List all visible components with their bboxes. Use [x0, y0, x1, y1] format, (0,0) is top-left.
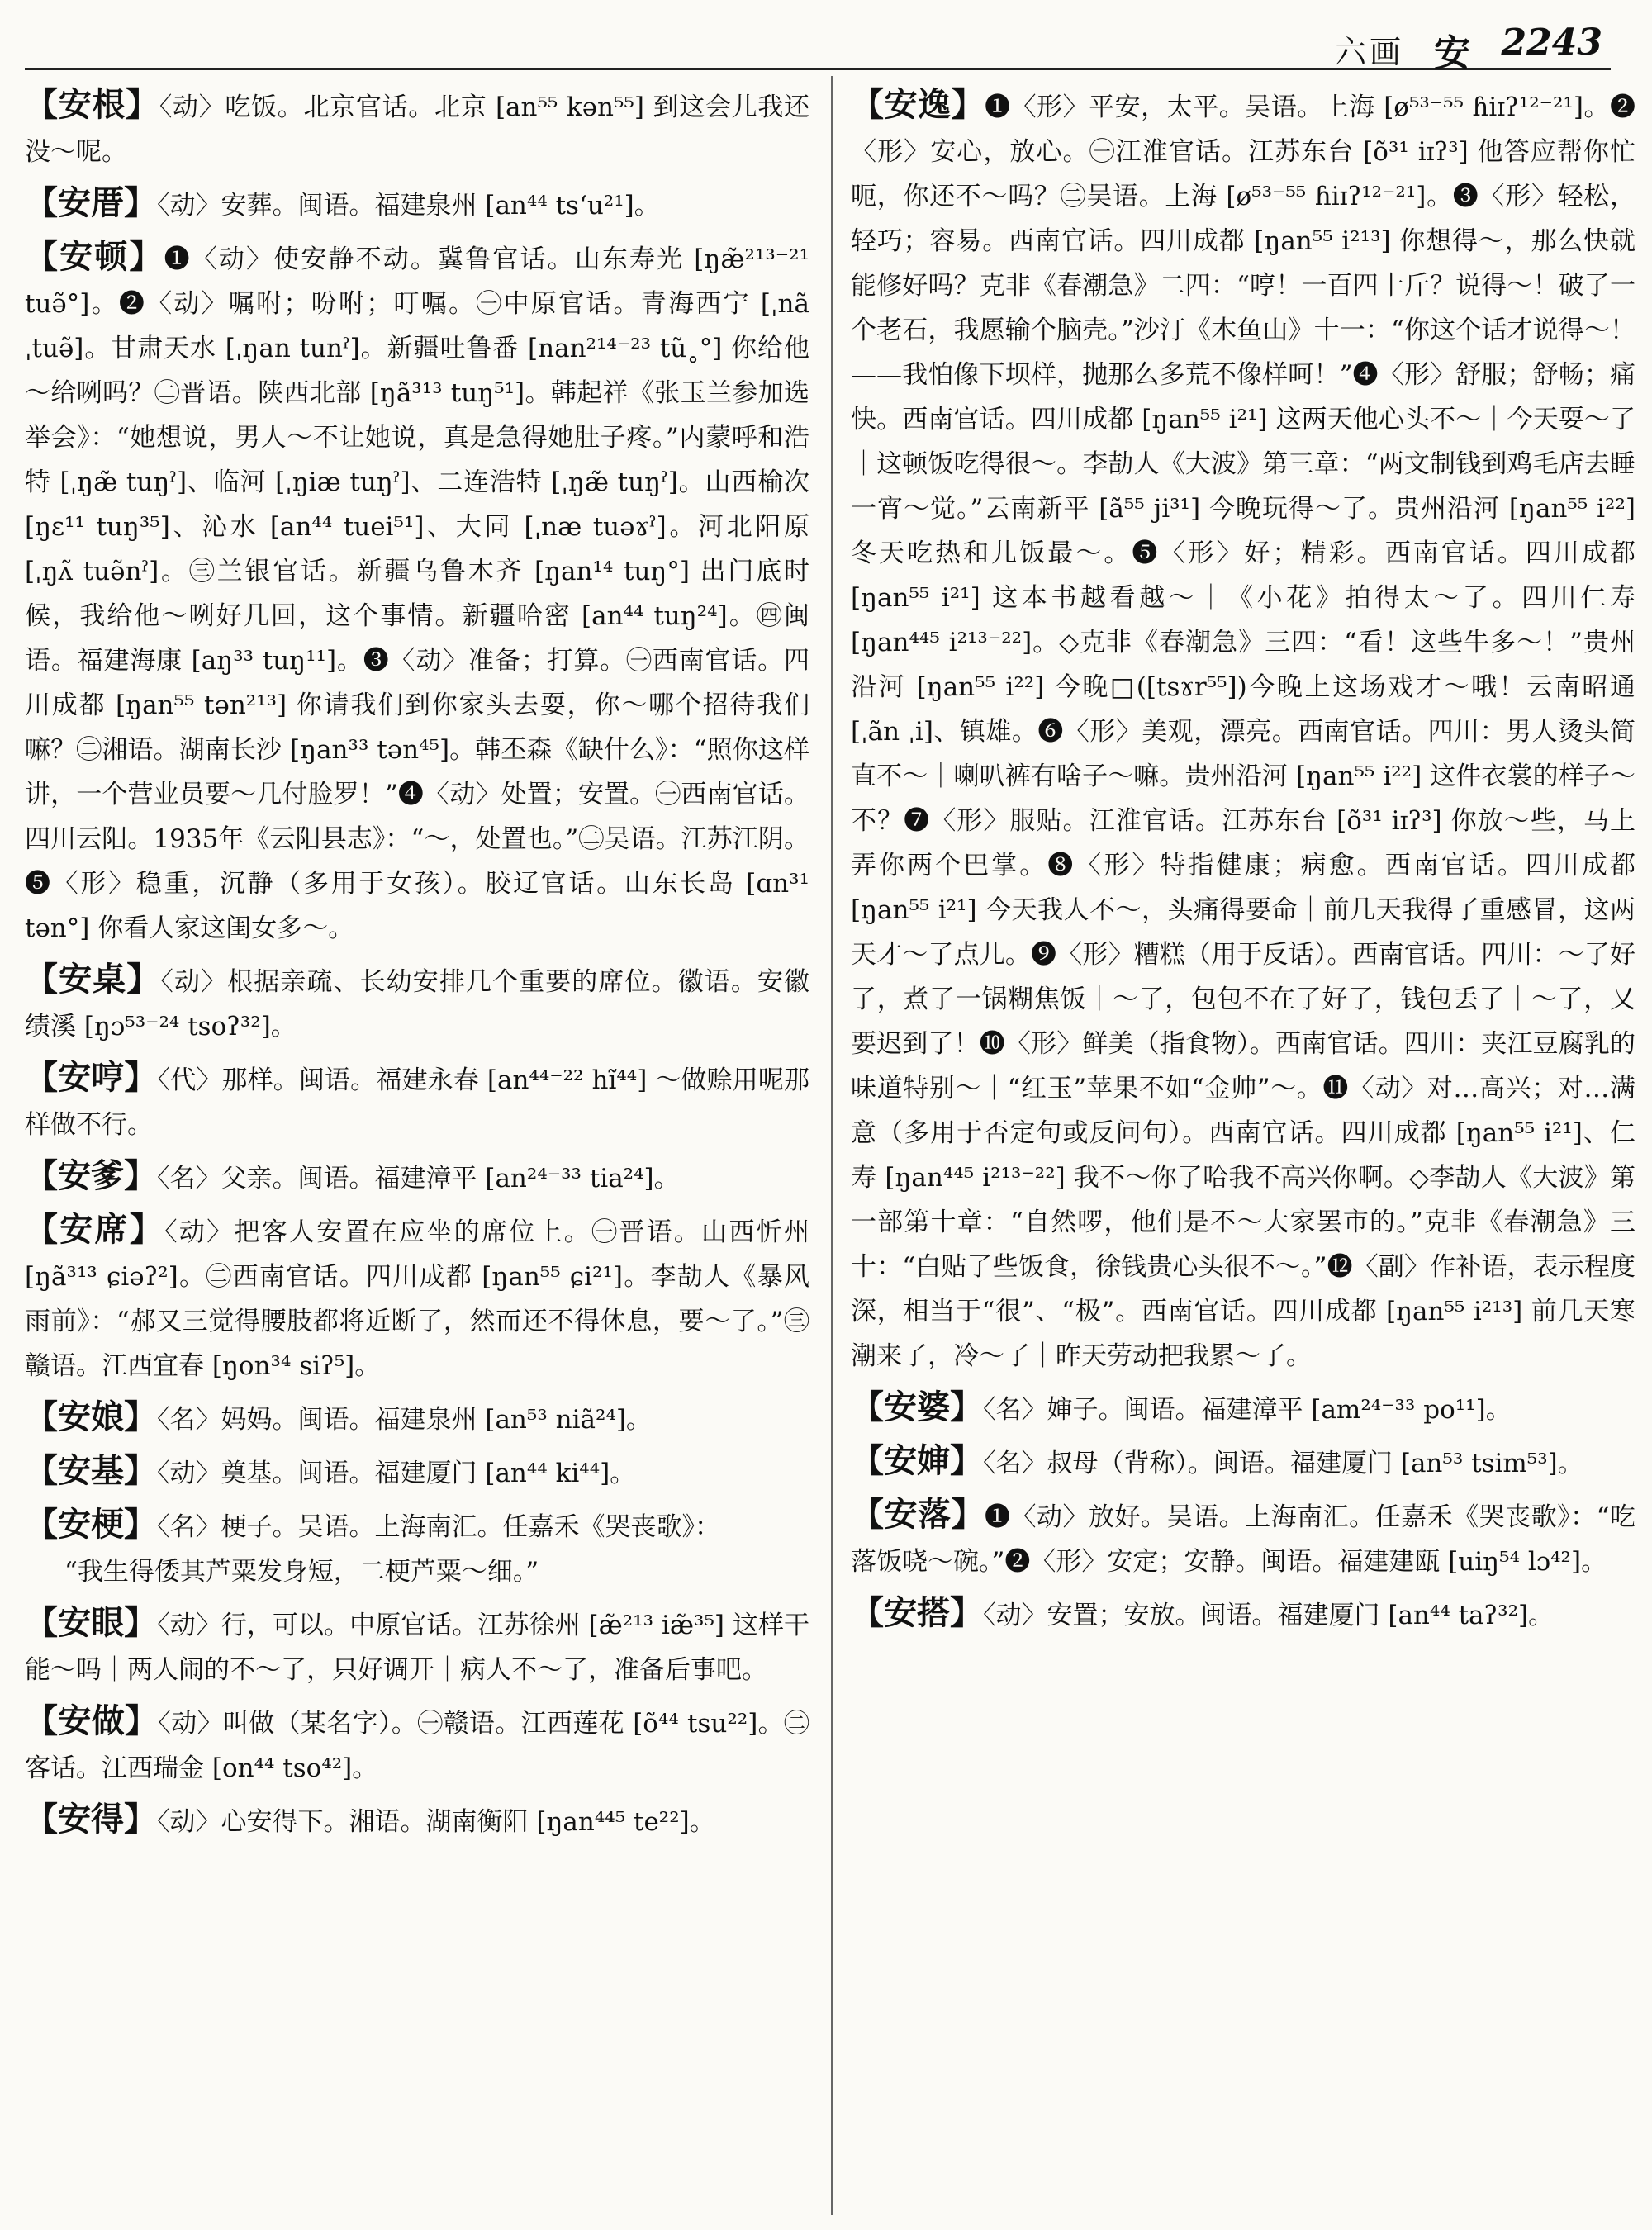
headword: 【安桌】 [25, 960, 161, 999]
entry-an-heng [25, 1056, 809, 1147]
entry-an-de [25, 1797, 809, 1844]
definition: 〈动〉心安得下。湘语。湖南衡阳 [ŋan⁴⁴⁵ te²²]。 [157, 1807, 715, 1837]
section-label: 六画 [1334, 34, 1404, 70]
definition: 〈动〉把客人安置在应坐的席位上。㊀晋语。山西忻州 [ŋã³¹³ ɕiəʔ²]。㊁西南官话。四川成都 [ŋan⁵⁵ ɕi²¹]。李劼人《暴风雨前》：“郝又三觉得腰肢都将近断了，然而还不得休息，要～了。”㊂赣语。江西宜春 [ŋon³⁴ siʔ⁵]。 [25, 1217, 809, 1381]
definition: 〈动〉行，可以。中原官话。江苏徐州 [æ̃²¹³ iæ̃³⁵] 这样干能～吗｜两人闹的不～了，只好调开｜病人不～了，准备后事吧。 [25, 1611, 809, 1685]
definition: 〈名〉婶子。闽语。福建漳平 [am²⁴⁻³³ po¹¹]。 [983, 1395, 1512, 1425]
headword: 【安哼】 [25, 1058, 158, 1097]
entry-an-zhuo [25, 957, 809, 1049]
definition: 〈动〉安置；安放。闽语。福建厦门 [an⁴⁴ taʔ³²]。 [983, 1601, 1555, 1630]
entry-an-yan [25, 1601, 809, 1692]
page-header [25, 18, 1611, 74]
entry-an-die [25, 1154, 809, 1201]
entry-an-luo [851, 1492, 1635, 1584]
definition: 〈名〉父亲。闽语。福建漳平 [an²⁴⁻³³ tia²⁴]。 [157, 1164, 680, 1193]
headword: 【安婆】 [851, 1388, 983, 1426]
headword: 【安逸】 [851, 85, 985, 124]
quotation: “我生得倭其芦粟发身短，二梗芦粟～细。” [64, 1557, 539, 1587]
definition: 〈动〉吃饭。北京官话。北京 [an⁵⁵ kən⁵⁵] 到这会儿我还没～呢。 [25, 93, 809, 167]
definition: 〈动〉奠基。闽语。福建厦门 [an⁴⁴ ki⁴⁴]。 [157, 1459, 636, 1488]
headword: 【安基】 [25, 1451, 157, 1490]
headword: 【安厝】 [25, 183, 157, 222]
entry-an-ji [25, 1449, 809, 1496]
headword: 【安做】 [25, 1701, 159, 1740]
entry-an-dun [25, 235, 809, 951]
entry-an-zuo [25, 1699, 809, 1791]
headword: 【安搭】 [851, 1593, 983, 1632]
entry-an-niang [25, 1395, 809, 1442]
headword: 【安根】 [25, 85, 159, 124]
definition: 〈代〉那样。闽语。福建永春 [an⁴⁴⁻²² hĩ⁴⁴] ～做赊用呢那样做不行。 [25, 1065, 809, 1140]
entry-an-da [851, 1591, 1635, 1638]
column-divider [831, 76, 833, 2215]
headword: 【安梗】 [25, 1505, 157, 1544]
headword: 【安落】 [851, 1495, 985, 1534]
entry-an-shen [851, 1439, 1635, 1486]
headword: 【安婶】 [851, 1441, 983, 1480]
section-char: 安 [1434, 32, 1470, 74]
definition: 〈名〉梗子。吴语。上海南汇。任嘉禾《哭丧歌》： [157, 1512, 720, 1542]
headword: 【安爹】 [25, 1156, 157, 1195]
headword: 【安娘】 [25, 1397, 157, 1436]
headword: 【安顿】 [25, 237, 164, 276]
page-number: 2243 [1501, 21, 1602, 64]
headword: 【安席】 [25, 1210, 165, 1249]
entry-an-gen [25, 83, 809, 174]
definition: ❶〈动〉使安静不动。冀鲁官话。山东寿光 [ŋæ̃²¹³⁻²¹ tuə̃°]。❷〈动〉嘱咐；吩咐；叮嘱。㊀中原官话。青海西宁 [ˌnã ˌtuə̃]。甘肃天水 [ˌŋan tunˀ]。新疆吐鲁番 [nan²¹⁴⁻²³ tũ˳°] 你给他～给咧吗？㊁晋语。陕西北部 [ŋã³¹³ tuŋ⁵¹]。韩起祥《张玉兰参加选举会》：“她想说，男人～不让她说，真是急得她肚子疼。”内蒙呼和浩特 [ˌŋæ̃ tuŋˀ]、临河 [ˌŋiæ tuŋˀ]、二连浩特 [ˌŋæ̃ tuŋˀ]。山西榆次 [ŋɛ¹¹ tuŋ³⁵]、沁水 [an⁴⁴ tuei⁵¹]、大同 [ˌnæ tuəɤˀ]。河北阳原 [ˌŋʌ̃ tuə̃nˀ]。㊂兰银官话。新疆乌鲁木齐 [ŋan¹⁴ tuŋ°] 出门底时候，我给他～咧好几回，这个事情。新疆哈密 [an⁴⁴ tuŋ²⁴]。㊃闽语。福建海康 [aŋ³³ tuŋ¹¹]。❸〈动〉准备；打算。㊀西南官话。四川成都 [ŋan⁵⁵ tən²¹³] 你请我们到你家头去耍，你～哪个招待我们嘛？㊁湘语。湖南长沙 [ŋan³³ tən⁴⁵]。韩丕森《缺什么》：“照你这样讲，一个营业员要～几付脸罗！”❹〈动〉处置；安置。㊀西南官话。四川云阳。1935年《云阳县志》：“～，处置也。”㊁吴语。江苏江阴。❺〈形〉稳重，沉静（多用于女孩）。胶辽官话。山东长岛 [ɑn³¹ tən°] 你看人家这闺女多～。 [25, 244, 809, 943]
headword: 【安得】 [25, 1800, 157, 1839]
headword: 【安眼】 [25, 1603, 158, 1642]
left-column [25, 83, 809, 2213]
entry-an-xi [25, 1208, 809, 1388]
definition: ❶〈形〉平安，太平。吴语。上海 [ø⁵³⁻⁵⁵ ɦiɪʔ¹²⁻²¹]。❷〈形〉安心，放心。㊀江淮官话。江苏东台 [õ³¹ iɪʔ³] 他答应帮你忙呃，你还不～吗？㊁吴语。上海 [ø⁵³⁻⁵⁵ ɦiɪʔ¹²⁻²¹]。❸〈形〉轻松，轻巧；容易。西南官话。四川成都 [ŋan⁵⁵ i²¹³] 你想得～，那么快就能修好吗？克非《春潮急》二四：“哼！一百四十斤？说得～！破了一个老石，我愿输个脑壳。”沙汀《木鱼山》十一：“你这个话才说得～！——我怕像下坝样，抛那么多荒不像样呵！”❹〈形〉舒服；舒畅；痛快。西南官话。四川成都 [ŋan⁵⁵ i²¹] 这两天他心头不～｜今天耍～了｜这顿饭吃得很～。李劼人《大波》第三章：“两文制钱到鸡毛店去睡一宵～觉。”云南新平 [ã⁵⁵ ji³¹] 今晚玩得～了。贵州沿河 [ŋan⁵⁵ i²²] 冬天吃热和儿饭最～。❺〈形〉好；精彩。西南官话。四川成都 [ŋan⁵⁵ i²¹] 这本书越看越～｜《小花》拍得太～了。四川仁寿 [ŋan⁴⁴⁵ i²¹³⁻²²]。◇克非《春潮急》三四：“看！这些牛多～！”贵州沿河 [ŋan⁵⁵ i²²] 今晚□([tsɤr⁵⁵])今晚上这场戏才～哦！云南昭通 [ˌãn ˌi]、镇雄。❻〈形〉美观，漂亮。西南官话。四川：男人烫头简直不～｜喇叭裤有啥子～嘛。贵州沿河 [ŋan⁵⁵ i²²] 这件衣裳的样子～不？❼〈形〉服贴。江淮官话。江苏东台 [õ³¹ iɪʔ³] 你放～些，马上弄你两个巴掌。❽〈形〉特指健康；病愈。西南官话。四川成都 [ŋan⁵⁵ i²¹] 今天我人不～，头痛得要命｜前几天我得了重感冒，这两天才～了点儿。❾〈形〉糟糕（用于反话）。西南官话。四川：～了好了，煮了一锅糊焦饭｜～了，包包不在了好了，钱包丢了｜～了，又要迟到了！❿〈形〉鲜美（指食物）。西南官话。四川：夹江豆腐乳的味道特别～｜“红玉”苹果不如“金帅”～。⓫〈动〉对…高兴；对…满意（多用于否定句或反问句）。西南官话。四川成都 [ŋan⁵⁵ i²¹]、仁寿 [ŋan⁴⁴⁵ i²¹³⁻²²] 我不～你了哈我不高兴你啊。◇李劼人《大波》第一部第十章：“自然啰，他们是不～大家罢市的。”克非《春潮急》三十：“白贴了些饭食，徐钱贵心头很不～。”⓬〈副〉作补语，表示程度深，相当于“很”、“极”。西南官话。四川成都 [ŋan⁵⁵ i²¹³] 前几天寒潮来了，冷～了｜昨天劳动把我累～了。 [851, 93, 1635, 1371]
definition: 〈名〉妈妈。闽语。福建泉州 [an⁵³ niã²⁴]。 [157, 1405, 652, 1435]
definition: 〈动〉叫做（某名字）。㊀赣语。江西莲花 [õ⁴⁴ tsu²²]。㊁客话。江西瑞金 [on⁴⁴ tso⁴²]。 [25, 1709, 809, 1783]
entry-an-po [851, 1385, 1635, 1432]
entry-an-cuo [25, 181, 809, 228]
definition: 〈名〉叔母（背称）。闽语。福建厦门 [an⁵³ tsim⁵³]。 [983, 1449, 1583, 1478]
definition: 〈动〉根据亲疏、长幼安排几个重要的席位。徽语。安徽绩溪 [ŋɔ⁵³⁻²⁴ tsoʔ³²]。 [25, 967, 809, 1041]
right-column [851, 83, 1635, 2213]
definition: 〈动〉安葬。闽语。福建泉州 [an⁴⁴ tsʻu²¹]。 [157, 191, 660, 221]
entry-an-geng [25, 1502, 809, 1594]
entry-an-yi [851, 83, 1635, 1378]
definition: ❶〈动〉放好。吴语。上海南汇。任嘉禾《哭丧歌》：“吃落饭哓～碗。”❷〈形〉安定；安静。闽语。福建建瓯 [uiŋ⁵⁴ lɔ⁴²]。 [851, 1502, 1635, 1577]
